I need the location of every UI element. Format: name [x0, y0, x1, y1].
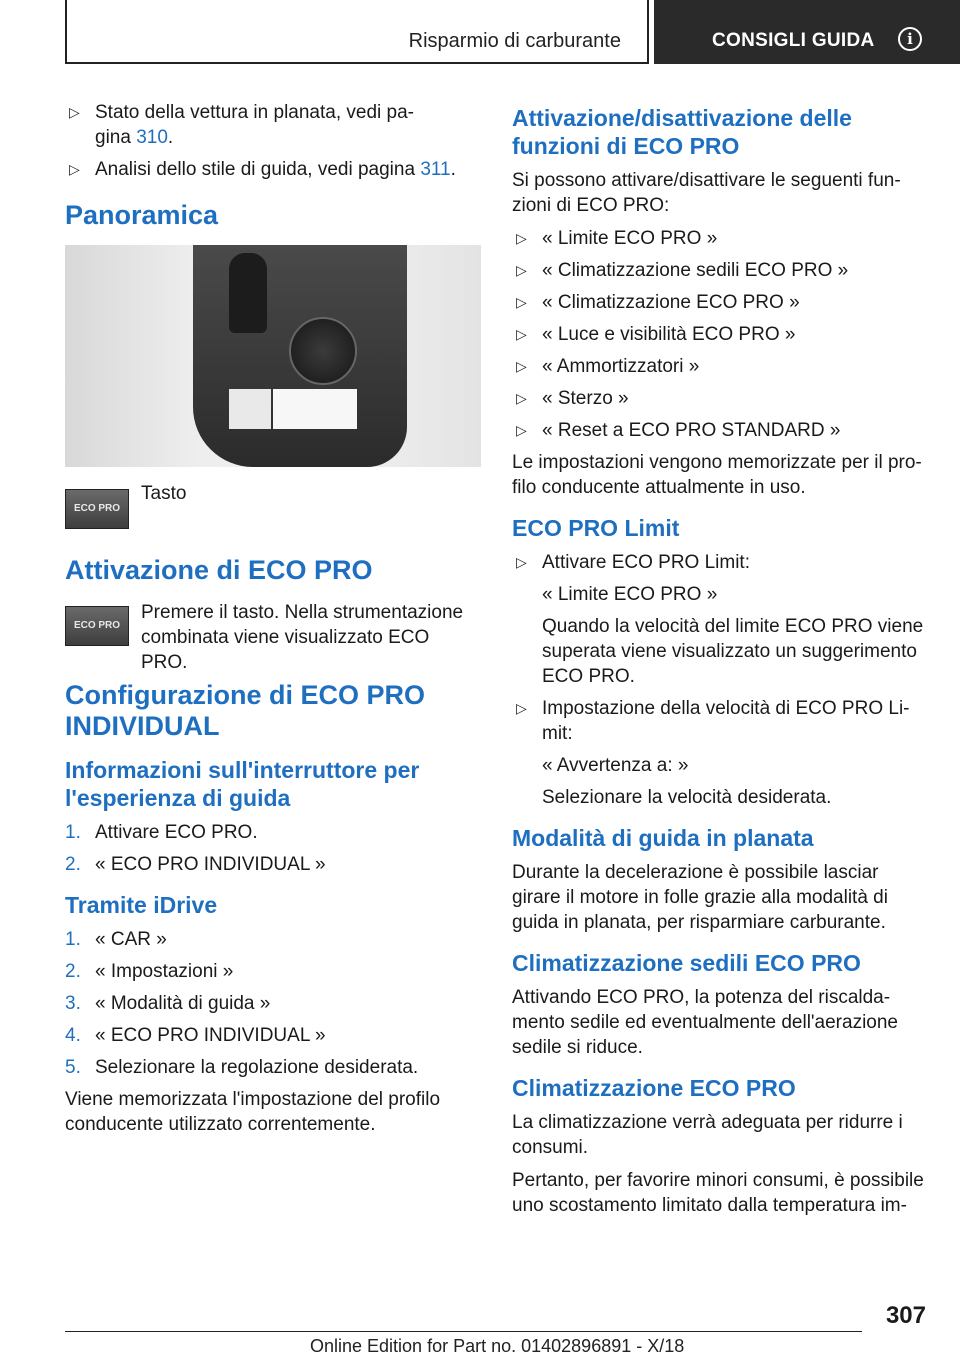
page-number: 307	[885, 1302, 926, 1329]
key-caption: Tasto	[141, 483, 187, 504]
heading-eco-pro-limit: ECO PRO Limit	[512, 515, 680, 541]
list-item: ▷ Analisi dello stile di guida, vedi pagina 311.	[69, 159, 456, 180]
list-item: ▷ « Climatizzazione sedili ECO PRO »	[516, 260, 849, 281]
triangle-bullet-icon: ▷	[69, 161, 80, 177]
list-item: 1. « CAR »	[65, 929, 167, 950]
heading-configurazione: Configurazione di ECO PRO INDIVIDUAL	[65, 680, 426, 741]
triangle-bullet-icon: ▷	[516, 422, 527, 438]
attdis-intro: Si possono attivare/disattivare le seguenti fun-zioni di ECO PRO:	[512, 170, 901, 216]
heading-idrive: Tramite iDrive	[65, 892, 218, 918]
list-item: ▷ Attivare ECO PRO Limit:	[516, 552, 750, 573]
clima-text-1: La climatizzazione verrà adeguata per ridurre i consumi.	[512, 1112, 903, 1158]
list-item: ▷ « Sterzo »	[516, 388, 629, 409]
list-item: ▷ « Luce e visibilità ECO PRO »	[516, 324, 796, 345]
header-chapter-tab	[654, 0, 960, 64]
eco-pro-key-icon: ECO PRO	[65, 489, 129, 529]
triangle-bullet-icon: ▷	[516, 326, 527, 342]
gear-selector-photo	[65, 245, 481, 467]
eco-pro-key-icon: ECO PRO	[65, 606, 129, 646]
list-item: ▷ Stato della vettura in planata, vedi pa- gina 310.	[69, 102, 414, 148]
triangle-bullet-icon: ▷	[516, 230, 527, 246]
list-item: ▷ Impostazione della velocità di ECO PRO Li-mit:	[516, 698, 910, 744]
attivazione-text: Premere il tasto. Nella strumentazione combinata viene visualizzato ECO PRO.	[141, 602, 464, 673]
footer-divider	[65, 1331, 862, 1332]
page-link[interactable]: 311	[420, 159, 451, 180]
key-legend	[65, 481, 483, 537]
list-item: 3. « Modalità di guida »	[65, 993, 271, 1014]
header-section-box	[65, 0, 649, 64]
planata-text: Durante la decelerazione è possibile lasciar girare il motore in folle grazie alla modalità di guida in planata, per risparmiare carburante.	[512, 862, 888, 933]
key-instruction	[65, 600, 483, 673]
triangle-bullet-icon: ▷	[69, 104, 80, 120]
info-icon: i	[898, 27, 922, 51]
gear-lever	[229, 253, 267, 333]
attdis-note: Le impostazioni vengono memorizzate per il pro-filo conducente attualmente in uso.	[512, 452, 922, 498]
limit-description: Quando la velocità del limite ECO PRO viene superata viene visualizzato un suggerimento ECO PRO.	[542, 616, 924, 687]
menu-path: « Limite ECO PRO »	[542, 584, 718, 605]
clima-text-2: Pertanto, per favorire minori consumi, è possibile uno scostamento limitato dalla temperatura im-	[512, 1170, 924, 1216]
center-console	[193, 245, 407, 467]
header-section-title: Risparmio di carburante	[408, 30, 621, 52]
heading-informazioni: Informazioni sull'interruttore per l'esperienza di guida	[65, 757, 420, 811]
list-item: ▷ « Limite ECO PRO »	[516, 228, 718, 249]
menu-path: « Avvertenza a: »	[542, 755, 689, 776]
heading-panoramica: Panoramica	[65, 200, 219, 230]
list-item: 5. Selezionare la regolazione desiderata.	[65, 1057, 419, 1078]
heading-attivazione: Attivazione di ECO PRO	[65, 555, 373, 585]
list-item: ▷ « Reset a ECO PRO STANDARD »	[516, 420, 841, 441]
triangle-bullet-icon: ▷	[516, 294, 527, 310]
closing-text: Viene memorizzata l'impostazione del profilo conducente utilizzato correntemente.	[65, 1089, 441, 1135]
right-column	[512, 104, 932, 1226]
mode-button-highlight	[273, 389, 357, 429]
heading-climatizzazione-sedili: Climatizzazione sedili ECO PRO	[512, 950, 861, 976]
triangle-bullet-icon: ▷	[516, 358, 527, 374]
list-item: 1. Attivare ECO PRO.	[65, 822, 258, 843]
eco-pro-button-highlight	[229, 389, 271, 429]
list-item: ▷ « Climatizzazione ECO PRO »	[516, 292, 800, 313]
list-item: ▷ « Ammortizzatori »	[516, 356, 700, 377]
speed-description: Selezionare la velocità desiderata.	[542, 787, 832, 808]
list-item: 2. « ECO PRO INDIVIDUAL »	[65, 854, 326, 875]
triangle-bullet-icon: ▷	[516, 262, 527, 278]
triangle-bullet-icon: ▷	[516, 554, 527, 570]
heading-planata: Modalità di guida in planata	[512, 825, 814, 851]
sedili-text: Attivando ECO PRO, la potenza del riscalda-mento sedile ed eventualmente dell'aerazione sedile si riduce.	[512, 987, 898, 1058]
left-column	[65, 100, 483, 1145]
idrive-controller	[289, 317, 357, 385]
list-item: 2. « Impostazioni »	[65, 961, 234, 982]
heading-climatizzazione: Climatizzazione ECO PRO	[512, 1075, 796, 1101]
heading-attivazione-disattivazione: Attivazione/disattivazione delle funzioni di ECO PRO	[512, 105, 852, 159]
page-link[interactable]: 310	[136, 127, 168, 148]
list-item: 4. « ECO PRO INDIVIDUAL »	[65, 1025, 326, 1046]
footer-edition: Online Edition for Part no. 01402896891 - X/18	[310, 1336, 685, 1356]
header-chapter-title: CONSIGLI GUIDA	[712, 30, 875, 51]
triangle-bullet-icon: ▷	[516, 700, 527, 716]
triangle-bullet-icon: ▷	[516, 390, 527, 406]
